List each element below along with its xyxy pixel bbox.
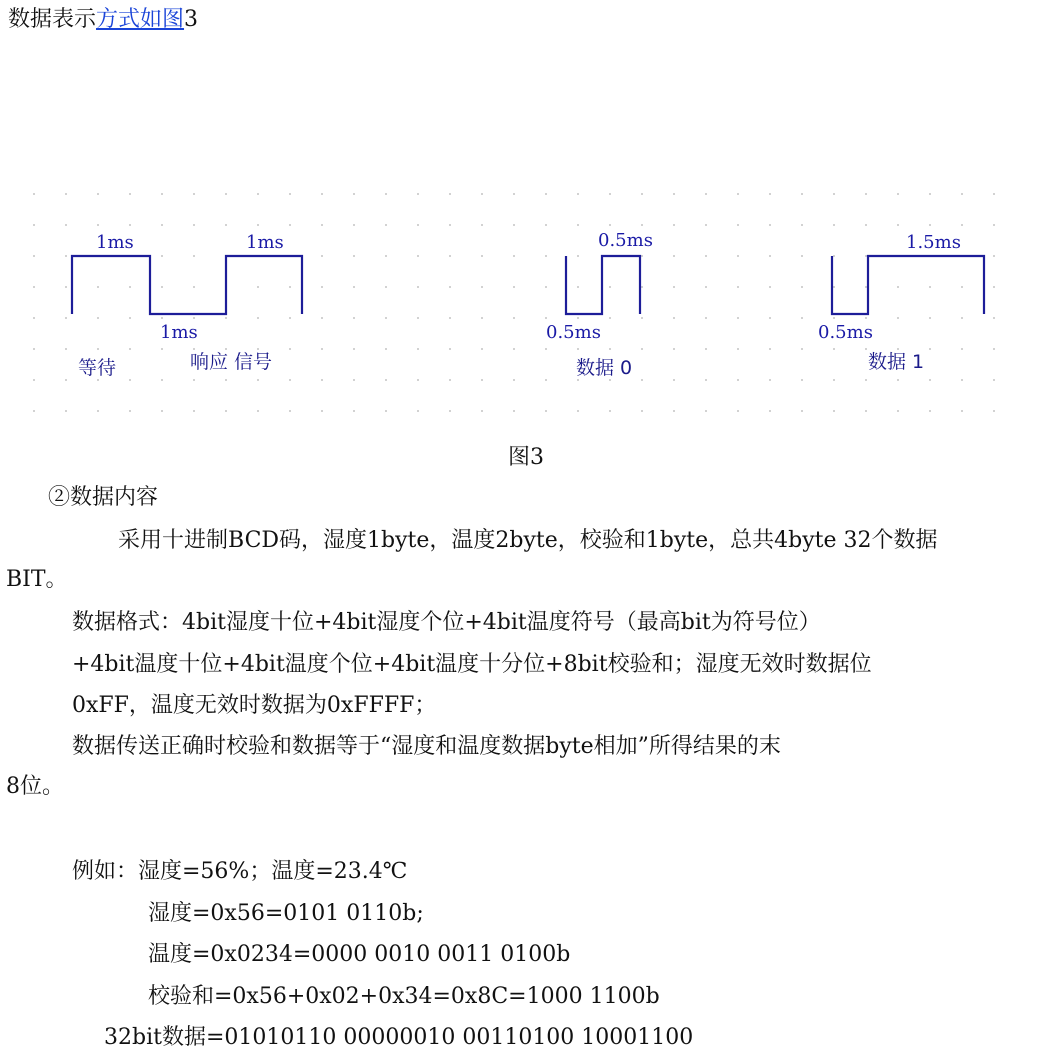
- grid-dot: [129, 379, 131, 381]
- grid-dot: [961, 348, 963, 350]
- para1-line1: 采用十进制BCD码，湿度1byte，温度2byte，校验和1byte，总共4byte 32个数据: [118, 528, 938, 553]
- grid-dot: [129, 286, 131, 288]
- grid-dot: [33, 255, 35, 257]
- grid-dot: [865, 410, 867, 412]
- grid-dot: [65, 224, 67, 226]
- grid-dot: [673, 317, 675, 319]
- grid-dot: [353, 224, 355, 226]
- grid-dot: [257, 224, 259, 226]
- grid-dot: [321, 255, 323, 257]
- grid-dot: [97, 224, 99, 226]
- grid-dot: [225, 317, 227, 319]
- grid-dot: [193, 255, 195, 257]
- grid-dot: [449, 224, 451, 226]
- grid-dot: [161, 379, 163, 381]
- grid-dot: [769, 255, 771, 257]
- grid-dot: [193, 224, 195, 226]
- grid-dot: [705, 410, 707, 412]
- grid-dot: [737, 379, 739, 381]
- grid-dot: [289, 286, 291, 288]
- grid-dot: [321, 193, 323, 195]
- grid-dot: [385, 193, 387, 195]
- grid-dot: [577, 317, 579, 319]
- grid-dot: [641, 193, 643, 195]
- grid-dot: [609, 348, 611, 350]
- grid-dot: [929, 379, 931, 381]
- grid-dot: [641, 224, 643, 226]
- grid-dot: [801, 193, 803, 195]
- para1-line2: BIT。: [6, 567, 68, 592]
- grid-dot: [545, 348, 547, 350]
- grid-dot: [161, 224, 163, 226]
- grid-dot: [545, 379, 547, 381]
- grid-dot: [33, 193, 35, 195]
- example-temperature: 温度=0x0234=0000 0010 0011 0100b: [148, 942, 571, 967]
- grid-dot: [417, 255, 419, 257]
- grid-dot: [545, 286, 547, 288]
- wave1-caption-response: 响应 信号: [190, 351, 273, 373]
- grid-dot: [865, 193, 867, 195]
- grid-dot: [961, 286, 963, 288]
- grid-dot: [225, 193, 227, 195]
- grid-dot: [737, 286, 739, 288]
- grid-dot: [673, 410, 675, 412]
- grid-dot: [961, 193, 963, 195]
- grid-dot: [833, 348, 835, 350]
- grid-dot: [193, 286, 195, 288]
- grid-dot: [161, 317, 163, 319]
- wave1-top-label-2: 1ms: [246, 232, 284, 253]
- grid-dot: [801, 255, 803, 257]
- grid-dot: [257, 410, 259, 412]
- grid-dot: [737, 255, 739, 257]
- grid-dot: [353, 193, 355, 195]
- grid-dot: [193, 193, 195, 195]
- grid-dot: [289, 224, 291, 226]
- grid-dot: [161, 193, 163, 195]
- wave3-caption: 数据 1: [868, 351, 925, 373]
- grid-dot: [833, 410, 835, 412]
- grid-dot: [289, 379, 291, 381]
- grid-dot: [193, 379, 195, 381]
- grid-dot: [737, 193, 739, 195]
- grid-dot: [801, 224, 803, 226]
- grid-dot: [993, 317, 995, 319]
- grid-dot: [545, 224, 547, 226]
- grid-dot: [65, 286, 67, 288]
- grid-dot: [257, 317, 259, 319]
- waveform-data-1-line: [832, 256, 984, 314]
- grid-dot: [513, 410, 515, 412]
- grid-dot: [929, 317, 931, 319]
- grid-dot: [33, 286, 35, 288]
- grid-dot: [961, 317, 963, 319]
- grid-dot: [321, 410, 323, 412]
- grid-dot: [961, 224, 963, 226]
- grid-dot: [449, 193, 451, 195]
- grid-dot: [577, 286, 579, 288]
- grid-dot: [673, 224, 675, 226]
- grid-dot: [641, 255, 643, 257]
- grid-dot: [129, 317, 131, 319]
- wave2-top-label: 0.5ms: [598, 230, 653, 251]
- grid-dot: [65, 255, 67, 257]
- grid-dot: [577, 224, 579, 226]
- grid-dot: [481, 317, 483, 319]
- grid-dot: [769, 410, 771, 412]
- grid-dot: [609, 193, 611, 195]
- grid-dot: [513, 348, 515, 350]
- grid-dot: [769, 224, 771, 226]
- grid-dot: [673, 286, 675, 288]
- grid-dot: [705, 317, 707, 319]
- grid-dot: [833, 317, 835, 319]
- grid-dot: [417, 224, 419, 226]
- grid-dot: [993, 193, 995, 195]
- grid-dot: [993, 255, 995, 257]
- para2-line3: 0xFF，温度无效时数据为0xFFFF；: [72, 693, 437, 718]
- grid-dot: [481, 286, 483, 288]
- grid-dot: [737, 224, 739, 226]
- grid-dot: [225, 379, 227, 381]
- grid-dot: [705, 286, 707, 288]
- grid-dot: [929, 286, 931, 288]
- heading-prefix: 数据表示: [8, 7, 97, 32]
- grid-dot: [513, 193, 515, 195]
- grid-dots: [33, 193, 995, 412]
- wave1-top-label-1: 1ms: [96, 232, 134, 253]
- wave2-bottom-label: 0.5ms: [546, 322, 601, 343]
- grid-dot: [993, 410, 995, 412]
- heading-suffix: 3: [184, 7, 199, 32]
- grid-dot: [97, 193, 99, 195]
- grid-dot: [769, 317, 771, 319]
- grid-dot: [801, 410, 803, 412]
- grid-dot: [737, 410, 739, 412]
- grid-dot: [97, 286, 99, 288]
- grid-dot: [417, 286, 419, 288]
- grid-dot: [673, 193, 675, 195]
- grid-dot: [33, 317, 35, 319]
- wave2-caption: 数据 0: [576, 357, 633, 379]
- grid-dot: [449, 348, 451, 350]
- grid-dot: [97, 317, 99, 319]
- para2-line1: 数据格式：4bit湿度十位+4bit湿度个位+4bit温度符号（最高bit为符号位）: [72, 610, 821, 635]
- grid-dot: [897, 348, 899, 350]
- grid-dot: [897, 193, 899, 195]
- grid-dot: [417, 193, 419, 195]
- grid-dot: [673, 379, 675, 381]
- grid-dot: [353, 379, 355, 381]
- grid-dot: [833, 286, 835, 288]
- grid-dot: [897, 317, 899, 319]
- grid-dot: [609, 317, 611, 319]
- grid-dot: [801, 317, 803, 319]
- grid-dot: [705, 379, 707, 381]
- section-title: ②数据内容: [48, 485, 159, 510]
- grid-dot: [353, 317, 355, 319]
- grid-dot: [897, 286, 899, 288]
- grid-dot: [929, 224, 931, 226]
- grid-dot: [353, 410, 355, 412]
- grid-dot: [737, 348, 739, 350]
- grid-dot: [225, 348, 227, 350]
- grid-dot: [993, 286, 995, 288]
- grid-dot: [129, 348, 131, 350]
- grid-dot: [385, 317, 387, 319]
- grid-dot: [65, 193, 67, 195]
- grid-dot: [865, 317, 867, 319]
- grid-dot: [769, 193, 771, 195]
- grid-dot: [705, 255, 707, 257]
- grid-dot: [929, 348, 931, 350]
- grid-dot: [65, 348, 67, 350]
- grid-dot: [801, 348, 803, 350]
- grid-dot: [481, 379, 483, 381]
- grid-dot: [801, 286, 803, 288]
- grid-dot: [225, 410, 227, 412]
- grid-dot: [385, 379, 387, 381]
- grid-dot: [641, 317, 643, 319]
- waveform-wait-response: [72, 232, 302, 379]
- grid-dot: [193, 317, 195, 319]
- grid-dot: [33, 348, 35, 350]
- grid-dot: [577, 379, 579, 381]
- grid-dot: [833, 224, 835, 226]
- grid-dot: [481, 410, 483, 412]
- grid-dot: [641, 286, 643, 288]
- waveform-data-1: [818, 232, 984, 373]
- grid-dot: [897, 379, 899, 381]
- grid-dot: [321, 379, 323, 381]
- grid-dot: [417, 379, 419, 381]
- grid-dot: [545, 317, 547, 319]
- grid-dot: [545, 255, 547, 257]
- heading-link[interactable]: 方式如图: [96, 7, 185, 32]
- grid-dot: [513, 317, 515, 319]
- heading-line: [8, 6, 198, 34]
- grid-dot: [865, 379, 867, 381]
- grid-dot: [193, 410, 195, 412]
- grid-dot: [577, 193, 579, 195]
- grid-dot: [513, 255, 515, 257]
- grid-dot: [161, 348, 163, 350]
- grid-dot: [33, 410, 35, 412]
- grid-dot: [513, 286, 515, 288]
- para2-line2: +4bit温度十位+4bit温度个位+4bit温度十分位+8bit校验和；湿度无效时数据位: [72, 652, 872, 677]
- grid-dot: [33, 224, 35, 226]
- grid-dot: [865, 348, 867, 350]
- grid-dot: [289, 410, 291, 412]
- para3-line2: 8位。: [6, 774, 64, 799]
- grid-dot: [97, 410, 99, 412]
- grid-dot: [609, 224, 611, 226]
- grid-dot: [737, 317, 739, 319]
- grid-dot: [865, 255, 867, 257]
- grid-dot: [129, 410, 131, 412]
- waveform-data-0-line: [566, 256, 640, 314]
- grid-dot: [193, 348, 195, 350]
- grid-dot: [161, 255, 163, 257]
- grid-dot: [641, 410, 643, 412]
- grid-dot: [481, 224, 483, 226]
- grid-dot: [385, 286, 387, 288]
- grid-dot: [577, 410, 579, 412]
- grid-dot: [513, 224, 515, 226]
- grid-dot: [673, 255, 675, 257]
- grid-dot: [545, 193, 547, 195]
- timing-diagram: [14, 186, 1034, 426]
- grid-dot: [161, 286, 163, 288]
- grid-dot: [961, 410, 963, 412]
- para3-line1: 数据传送正确时校验和数据等于“湿度和温度数据byte相加”所得结果的末: [72, 734, 781, 759]
- grid-dot: [321, 317, 323, 319]
- grid-dot: [769, 348, 771, 350]
- example-intro: 例如：湿度=56%；温度=23.4℃: [72, 859, 408, 884]
- grid-dot: [769, 286, 771, 288]
- grid-dot: [449, 379, 451, 381]
- grid-dot: [641, 379, 643, 381]
- grid-dot: [289, 348, 291, 350]
- grid-dot: [289, 193, 291, 195]
- grid-dot: [33, 379, 35, 381]
- grid-dot: [353, 255, 355, 257]
- grid-dot: [161, 410, 163, 412]
- grid-dot: [993, 224, 995, 226]
- grid-dot: [609, 410, 611, 412]
- figure-caption: 图3: [508, 445, 544, 470]
- grid-dot: [993, 348, 995, 350]
- grid-dot: [353, 286, 355, 288]
- grid-dot: [289, 317, 291, 319]
- grid-dot: [641, 348, 643, 350]
- grid-dot: [257, 286, 259, 288]
- grid-dot: [833, 379, 835, 381]
- grid-dot: [353, 348, 355, 350]
- grid-dot: [449, 410, 451, 412]
- wave3-top-label: 1.5ms: [906, 232, 961, 253]
- grid-dot: [833, 193, 835, 195]
- grid-dot: [609, 379, 611, 381]
- grid-dot: [65, 410, 67, 412]
- grid-dot: [705, 224, 707, 226]
- grid-dot: [385, 224, 387, 226]
- grid-dot: [97, 379, 99, 381]
- example-checksum: 校验和=0x56+0x02+0x34=0x8C=1000 1100b: [148, 984, 660, 1009]
- grid-dot: [385, 255, 387, 257]
- example-humidity: 湿度=0x56=0101 0110b;: [148, 901, 424, 926]
- grid-dot: [545, 410, 547, 412]
- grid-dot: [609, 286, 611, 288]
- grid-dot: [481, 348, 483, 350]
- grid-dot: [865, 286, 867, 288]
- grid-dot: [481, 255, 483, 257]
- grid-dot: [225, 224, 227, 226]
- grid-dot: [801, 379, 803, 381]
- grid-dot: [961, 379, 963, 381]
- wave3-bottom-label: 0.5ms: [818, 322, 873, 343]
- grid-dot: [449, 286, 451, 288]
- grid-dot: [257, 348, 259, 350]
- grid-dot: [257, 193, 259, 195]
- grid-dot: [65, 379, 67, 381]
- waveform-wait-response-line: [72, 256, 302, 314]
- grid-dot: [577, 348, 579, 350]
- grid-dot: [481, 193, 483, 195]
- waveform-data-0: [546, 230, 653, 379]
- grid-dot: [833, 255, 835, 257]
- grid-dot: [321, 348, 323, 350]
- grid-dot: [321, 286, 323, 288]
- grid-dot: [865, 224, 867, 226]
- grid-dot: [385, 410, 387, 412]
- grid-dot: [385, 348, 387, 350]
- grid-dot: [257, 379, 259, 381]
- grid-dot: [577, 255, 579, 257]
- grid-dot: [417, 317, 419, 319]
- grid-dot: [705, 193, 707, 195]
- grid-dot: [513, 379, 515, 381]
- grid-dot: [449, 255, 451, 257]
- grid-dot: [897, 224, 899, 226]
- grid-dot: [673, 348, 675, 350]
- grid-dot: [65, 317, 67, 319]
- grid-dot: [97, 348, 99, 350]
- grid-dot: [129, 224, 131, 226]
- grid-dot: [769, 379, 771, 381]
- grid-dot: [929, 193, 931, 195]
- example-bits: 32bit数据=01010110 00000010 00110100 10001100: [104, 1025, 694, 1050]
- wave1-bottom-label: 1ms: [160, 322, 198, 343]
- grid-dot: [129, 193, 131, 195]
- grid-dot: [321, 224, 323, 226]
- grid-dot: [993, 379, 995, 381]
- grid-dot: [897, 410, 899, 412]
- grid-dot: [705, 348, 707, 350]
- grid-dot: [417, 410, 419, 412]
- wave1-caption-wait: 等待: [78, 357, 117, 379]
- grid-dot: [417, 348, 419, 350]
- grid-dot: [449, 317, 451, 319]
- grid-dot: [929, 410, 931, 412]
